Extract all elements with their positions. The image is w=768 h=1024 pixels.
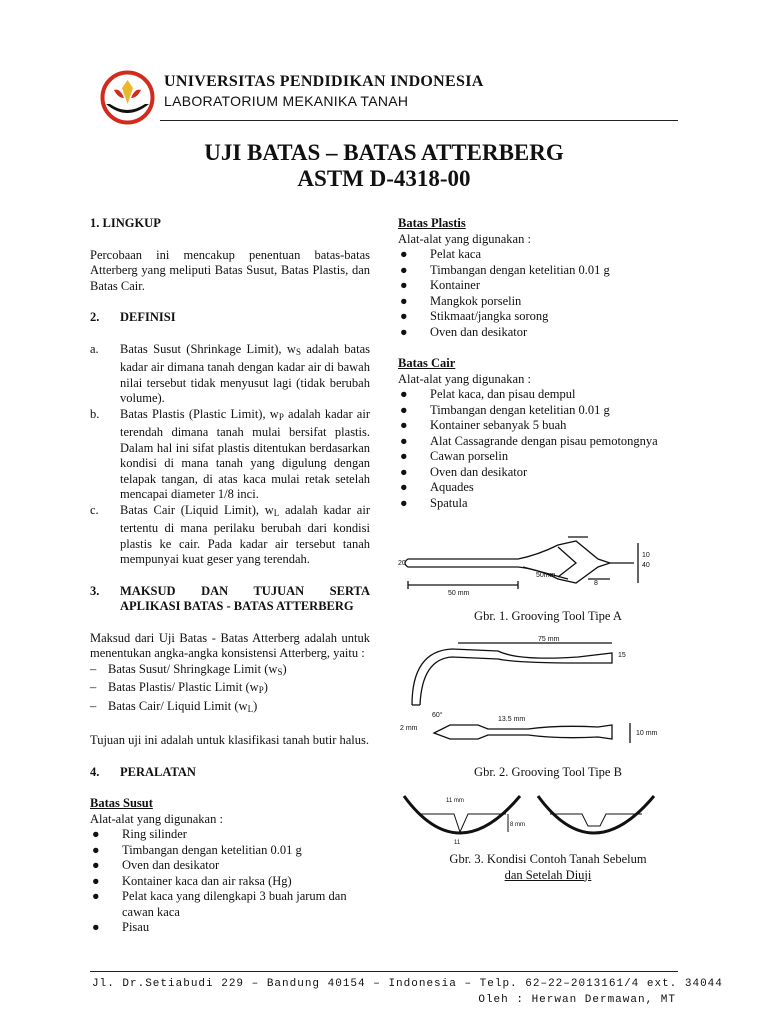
list-item-text: Timbangan dengan ketelitian 0.01 g <box>430 402 610 417</box>
definition-text: adalah kadar air tertentu di mana perilaku berubah dari kondisi plastis ke cair. Pada kadar air tersebut tanah mempunyai kuat geser yang terendah. <box>120 502 370 566</box>
limit-subscript: S <box>277 666 283 677</box>
list-item: ● Pelat kaca <box>400 247 482 261</box>
fig2-label: 13.5 mm <box>498 715 526 723</box>
section-3-text: Maksud dari Uji Batas - Batas Atterberg adalah untuk menentukan angka-angka konsistensi Atterberg, yaitu : <box>90 630 370 660</box>
list-item: ● Pelat kaca yang dilengkapi 3 buah jarum dan cawan kaca <box>90 889 370 920</box>
susut-intro: Alat-alat yang digunakan : <box>90 811 223 826</box>
list-item-text: Oven dan desikator <box>430 324 528 339</box>
grooving-tool-b-figure <box>398 635 698 763</box>
list-item: ● Kontainer <box>400 278 480 292</box>
right-column <box>398 216 698 883</box>
list-item-text: Spatula <box>430 495 468 510</box>
cair-title: Batas Cair <box>398 356 456 370</box>
footer-address: Jl. Dr.Setiabudi 229 – Bandung 40154 – Indonesia – Telp. 62–22–2013161/4 ext. 34044 <box>92 978 723 990</box>
limit-item: – Batas Cair/ Liquid Limit $(w_L)$ <box>90 698 258 714</box>
list-item-text: Oven dan desikator <box>122 858 220 872</box>
list-item: ● Alat Cassagrande dengan pisau pemotongnya <box>400 433 658 448</box>
section-4-number: 4. <box>90 764 100 779</box>
list-item: ● Ring silinder <box>92 827 187 841</box>
list-item-text: Oven dan desikator <box>430 464 528 479</box>
list-item: ● Timbangan dengan ketelitian 0.01 g <box>400 262 610 277</box>
fig2-label: 15 <box>618 651 626 659</box>
definition-c <box>90 503 370 568</box>
doc-title: UJI BATAS – BATAS ATTERBERG <box>204 140 564 165</box>
left-column <box>90 216 370 936</box>
definition-subscript: P <box>278 411 284 422</box>
definition-text: Batas Cair (Liquid Limit), w <box>120 502 274 517</box>
fig1-label: 10 <box>642 552 650 559</box>
grooving-tool-a-figure <box>398 533 698 605</box>
plastis-intro: Alat-alat yang digunakan : <box>398 231 531 246</box>
list-item-text: Kontainer kaca dan air raksa (Hg) <box>122 873 292 888</box>
definition-b <box>90 407 370 503</box>
list-item-text: Pelat kaca yang dilengkapi 3 buah jarum dan cawan kaca <box>122 889 347 919</box>
section-3-number: 3. <box>90 583 100 598</box>
limit-text: ) <box>282 661 287 676</box>
list-item-text: Timbangan dengan ketelitian 0.01 g <box>430 262 610 277</box>
fig1-label: 40 <box>642 562 650 569</box>
fig3-caption-b: dan Setelah Diuji <box>504 867 592 882</box>
list-item: ● Spatula <box>400 495 468 510</box>
list-item-text: Kontainer sebanyak 5 buah <box>430 418 567 432</box>
definition-subscript: S <box>295 346 301 357</box>
section-4-title: PERALATAN <box>120 764 196 779</box>
limit-text: Batas Plastis/ Plastic Limit (w <box>108 680 259 694</box>
limit-subscript: L <box>247 703 254 714</box>
fig2-label: 60° <box>432 711 443 719</box>
fig1-label: 50mm <box>536 572 556 579</box>
list-item: ● Stikmaat/jangka sorong <box>400 309 549 323</box>
list-item-text: Ring silinder <box>122 827 187 841</box>
limit-subscript: P <box>258 685 264 695</box>
list-item: ● Timbangan dengan ketelitian 0.01 g <box>400 402 610 417</box>
list-item-text: Timbangan dengan ketelitian 0.01 g <box>122 842 302 857</box>
list-item-text: Pisau <box>122 920 150 934</box>
definition-letter: b. <box>90 406 100 421</box>
susut-title: Batas Susut <box>90 796 153 810</box>
list-item-text: Aquades <box>430 480 474 494</box>
section-1-text: Percobaan ini mencakup penentuan batas-batas Atterberg yang meliputi Batas Susut, Batas Plastis, dan Batas Cair. <box>90 247 370 293</box>
list-item: ● Aquades <box>400 480 474 494</box>
definition-subscript: L <box>273 507 280 518</box>
list-item: ● Oven dan desikator <box>400 464 528 479</box>
limit-item: – Batas Plastis/ Plastic Limit $(w_P)$ <box>90 680 268 695</box>
definition-text: adalah batas kadar air dimana tanah dengan kadar air di bawah nilai tersebut tidak menyusut lagi (tidak berubah volume). <box>120 341 370 405</box>
fig1-label: 50 mm <box>448 590 470 597</box>
limit-text: ) <box>263 680 268 694</box>
doc-subtitle: ASTM D-4318-00 <box>297 166 471 191</box>
fig3-label: 8 mm <box>510 822 525 828</box>
definition-text: Batas Susut (Shrinkage Limit), w <box>120 341 296 356</box>
list-item-text: Alat Cassagrande dengan pisau pemotongnya <box>430 433 658 448</box>
list-item-text: Kontainer <box>430 278 480 292</box>
section-3-title-text: MAKSUD DAN TUJUAN SERTA <box>120 583 370 598</box>
fig2-label: 2 mm <box>400 724 418 732</box>
definition-a <box>90 342 370 407</box>
fig1-label: 20 <box>398 560 406 567</box>
list-item: ● Oven dan desikator <box>400 324 528 339</box>
definition-letter: a. <box>90 341 99 356</box>
section-3-text-2: Tujuan uji ini adalah untuk klasifikasi tanah butir halus. <box>90 733 370 747</box>
fig2-caption: Gbr. 2. Grooving Tool Tipe B <box>474 764 622 779</box>
fig2-label: 75 mm <box>538 635 560 643</box>
fig1-caption: Gbr. 1. Grooving Tool Tipe A <box>474 609 622 623</box>
limit-text: Batas Susut/ Shringkage Limit (w <box>108 661 278 676</box>
section-3-title-a <box>120 584 370 600</box>
list-item: ● Oven dan desikator <box>92 858 220 872</box>
list-item-text: Pelat kaca <box>430 247 482 261</box>
list-item: ● Kontainer sebanyak 5 buah <box>400 418 567 432</box>
soil-sample-figure <box>398 790 698 852</box>
limit-item: – Batas Susut/ Shringkage Limit $(w_S)$ <box>90 661 287 677</box>
list-item-text: Pelat kaca, dan pisau dempul <box>430 387 576 401</box>
university-logo <box>100 70 155 125</box>
definition-text: adalah kadar air terendah dimana tanah mulai bersifat plastis. Dalam hal ini sifat plastis ditentukan berdasarkan kondisi di mana tanah yang digulung dengan telapak tangan, di atas kaca mulai retak setelah mencapai diameter 1/8 inci. <box>120 406 370 501</box>
plastis-title: Batas Plastis <box>398 216 466 230</box>
section-2-title: DEFINISI <box>120 310 176 324</box>
fig3-label: 11 mm <box>446 798 464 804</box>
section-4-heading <box>90 765 370 781</box>
section-3-title-b: APLIKASI BATAS - BATAS ATTERBERG <box>120 599 354 613</box>
list-item: ● Timbangan dengan ketelitian 0.01 g <box>92 842 302 857</box>
definition-letter: c. <box>90 502 99 517</box>
section-1-title: 1. LINGKUP <box>90 216 161 230</box>
footer-author: Oleh : Herwan Dermawan, MT <box>478 994 676 1006</box>
fig3-caption-a: Gbr. 3. Kondisi Contoh Tanah Sebelum <box>449 852 647 866</box>
limit-text: Batas Cair/ Liquid Limit (w <box>108 698 248 713</box>
cair-intro: Alat-alat yang digunakan : <box>398 371 531 386</box>
university-name: UNIVERSITAS PENDIDIKAN INDONESIA <box>164 73 484 90</box>
list-item: ● Mangkok porselin <box>400 293 522 308</box>
fig1-label: 8 <box>594 580 598 587</box>
list-item-text: Mangkok porselin <box>430 293 522 308</box>
list-item: ● Pelat kaca, dan pisau dempul <box>400 387 576 401</box>
section-2-heading <box>90 310 370 326</box>
fig3-label: 11 <box>454 840 461 846</box>
section-3-heading <box>90 584 370 615</box>
list-item-text: Cawan porselin <box>430 449 509 463</box>
limit-text: ) <box>253 698 258 713</box>
footer-divider <box>90 971 678 972</box>
lab-name: LABORATORIUM MEKANIKA TANAH <box>164 93 409 109</box>
header-divider <box>160 120 678 121</box>
fig2-label: 10 mm <box>636 729 658 737</box>
list-item: ● Kontainer kaca dan air raksa (Hg) <box>92 873 292 888</box>
definition-text: Batas Plastis (Plastic Limit), w <box>120 406 279 421</box>
section-2-number: 2. <box>90 310 100 324</box>
list-item: ● Pisau <box>92 920 150 934</box>
list-item-text: Stikmaat/jangka sorong <box>430 309 549 323</box>
list-item: ● Cawan porselin <box>400 449 509 463</box>
